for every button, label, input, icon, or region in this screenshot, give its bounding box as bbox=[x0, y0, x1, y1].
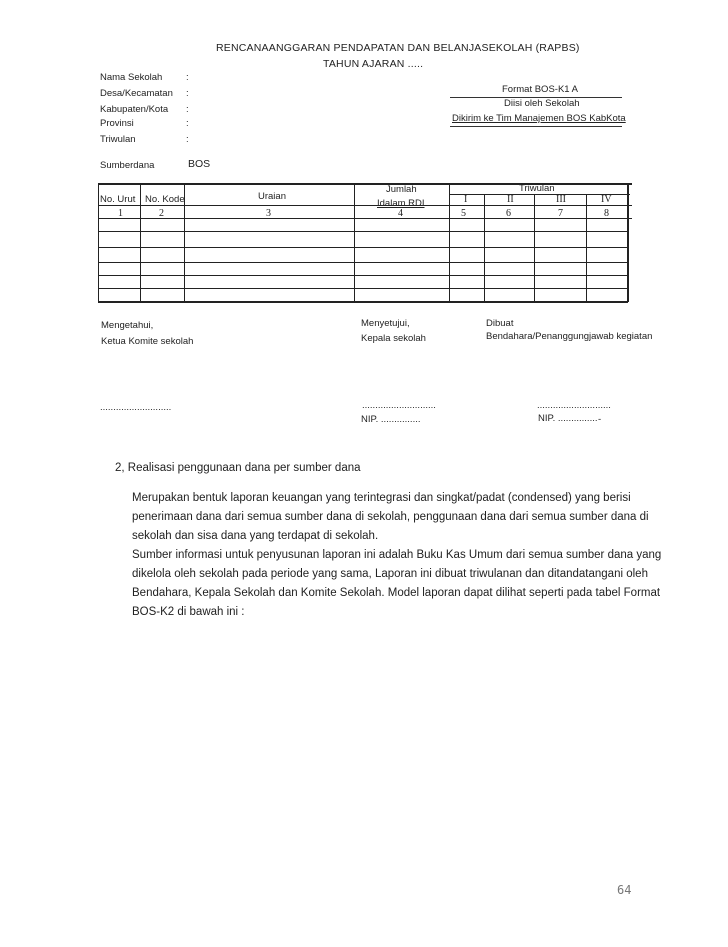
sig-left-role: Ketua Komite sekolah bbox=[101, 336, 194, 347]
col-number-7: 7 bbox=[558, 208, 563, 219]
field-label-provinsi: Provinsi bbox=[100, 118, 134, 129]
field-colon: : bbox=[186, 104, 189, 115]
sig-left-line: ........................... bbox=[100, 402, 172, 413]
col-number-5: 5 bbox=[461, 208, 466, 219]
col-number-4: 4 bbox=[398, 208, 403, 219]
field-label-kabupaten: Kabupaten/Kota bbox=[100, 104, 169, 115]
format-sent-to: Dikirim ke Tim Manajemen BOS KabKota bbox=[452, 113, 626, 124]
sig-mid-nip: NIP. ............... bbox=[361, 414, 421, 425]
field-colon: : bbox=[186, 134, 189, 145]
paragraph-line: penerimaan dana dari semua sumber dana di sekolah, penggunaan dana dari semua sumber dana di bbox=[132, 511, 649, 523]
sig-mid-role: Kepala sekolah bbox=[361, 333, 426, 344]
col-header-tw-3: III bbox=[556, 194, 566, 205]
section-heading: 2, Realisasi penggunaan dana per sumber dana bbox=[115, 462, 361, 474]
paragraph-line: Bendahara, Kepala Sekolah dan Komite Sekolah. Model laporan dapat dilihat seperti pada tabel Format bbox=[132, 587, 661, 599]
col-header-jumlah: Jumlah bbox=[386, 184, 417, 195]
col-header-jumlah-unit: Idalam RDI bbox=[377, 198, 425, 209]
sig-mid-caption: Menyetujui, bbox=[361, 318, 410, 329]
academic-year: TAHUN AJARAN ..... bbox=[323, 58, 424, 70]
col-header-triwulan: Triwulan bbox=[519, 183, 555, 194]
sig-right-line: ............................ bbox=[537, 400, 611, 411]
col-number-3: 3 bbox=[266, 208, 271, 219]
paragraph-line: sekolah dan sisa dana yang terdapat di sekolah. bbox=[132, 530, 379, 542]
sig-right-nip: NIP. ............... bbox=[538, 413, 598, 424]
page-number: 64 bbox=[617, 883, 632, 897]
col-number-2: 2 bbox=[159, 208, 164, 219]
col-header-uraian: Uraian bbox=[258, 191, 286, 202]
field-colon: : bbox=[186, 88, 189, 99]
field-label-desa: Desa/Kecamatan bbox=[100, 88, 173, 99]
sig-left-caption: Mengetahui, bbox=[101, 320, 154, 331]
col-number-6: 6 bbox=[506, 208, 511, 219]
source-value: BOS bbox=[188, 158, 211, 170]
field-label-nama-sekolah: Nama Sekolah bbox=[100, 72, 163, 83]
col-header-tw-2: II bbox=[507, 194, 514, 205]
paragraph-line: BOS-K2 di bawah ini : bbox=[132, 606, 245, 618]
format-code: Format BOS-K1 A bbox=[502, 84, 579, 95]
field-colon: : bbox=[186, 118, 189, 129]
paragraph-line: Merupakan bentuk laporan keuangan yang terintegrasi dan singkat/padat (condensed) yang berisi bbox=[132, 492, 631, 504]
format-filled-by: Diisi oleh Sekolah bbox=[504, 98, 580, 109]
document-title: RENCANAANGGARAN PENDAPATAN DAN BELANJASEKOLAH (RAPBS) bbox=[216, 42, 580, 54]
format-box bbox=[452, 84, 626, 124]
field-label-triwulan: Triwulan bbox=[100, 134, 136, 145]
paragraph-line: Sumber informasi untuk penyusunan laporan ini adalah Buku Kas Umum dari semua sumber dana yang bbox=[132, 549, 662, 561]
col-header-no-kode: No. Kode bbox=[145, 194, 185, 205]
source-label: Sumberdana bbox=[100, 160, 155, 171]
field-colon: : bbox=[186, 72, 189, 83]
col-header-tw-4: IV bbox=[601, 194, 612, 205]
sig-right-dash: - bbox=[598, 414, 602, 425]
sig-mid-line: ............................ bbox=[362, 400, 436, 411]
col-header-no-urut: No. Urut bbox=[100, 194, 136, 205]
col-number-1: 1 bbox=[118, 208, 123, 219]
sig-right-role: Bendahara/Penanggungjawab kegiatan bbox=[486, 331, 653, 342]
sig-right-caption: Dibuat bbox=[486, 318, 514, 329]
col-header-tw-1: I bbox=[464, 194, 468, 205]
paragraph-line: dikelola oleh sekolah pada periode yang sama, Laporan ini dibuat triwulanan dan ditandatangani oleh bbox=[132, 568, 648, 580]
col-number-8: 8 bbox=[604, 208, 609, 219]
